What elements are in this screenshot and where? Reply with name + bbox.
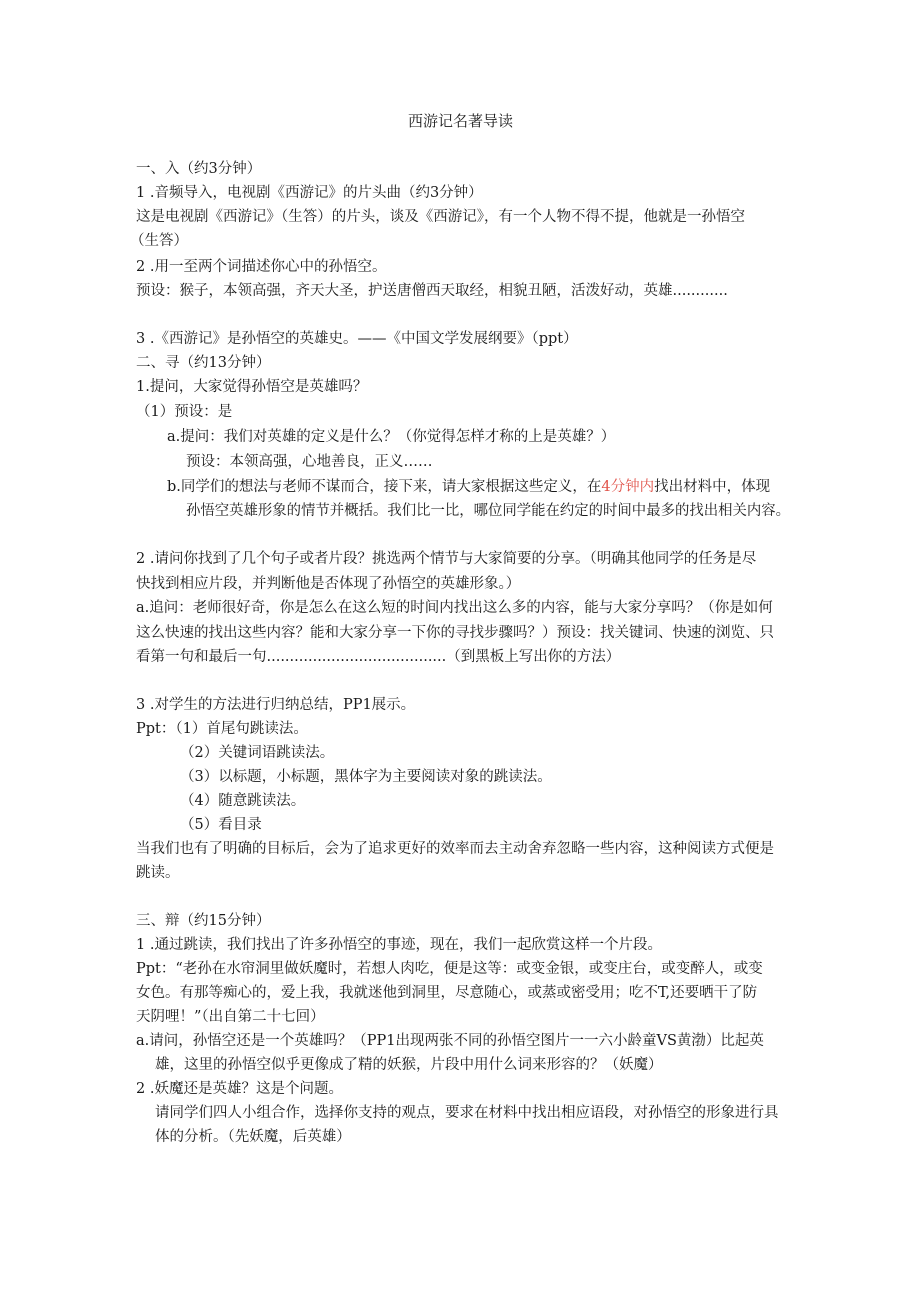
paragraph: 1.提问，大家觉得孙悟空是英雄吗？ [136,379,368,395]
text-run: b.同学们的想法与老师不谋而合，接下来，请大家根据这些定义，在 [167,479,602,495]
paragraph: 当我们也有了明确的目标后，会为了追求更好的效率而去主动舍弃忽略一些内容，这种阅读方式便是 [136,841,774,857]
paragraph: 女色。有那等痴心的，爱上我，我就迷他到洞里，尽意随心，或蒸或密受用；吃不T,还要晒干了防 [136,985,758,1001]
paragraph: 3 .对学生的方法进行归纳总结，PP1展示。 [136,697,416,713]
paragraph: 这么快速的找出这些内容？能和大家分享一下你的寻找步骤吗？）预设：找关键词、快速的浏览、只 [136,625,774,641]
paragraph: 看第一句和最后一句.......................................（到黑板上写出你的方法） [136,649,621,665]
paragraph: 预设：本领高强，心地善良，正义…… [186,454,433,470]
paragraph: 快找到相应片段，并判断他是否体现了孙悟空的英雄形象。） [136,576,521,592]
section-heading-3: 三、辩（约15分钟） [136,913,271,929]
paragraph: 跳读。 [136,865,180,881]
paragraph: 1 .通过跳读，我们找出了许多孙悟空的事迹，现在，我们一起欣赏这样一个片段。 [136,937,662,953]
paragraph: （5）看目录 [180,817,262,833]
paragraph: 2 .用一至两个词描述你心中的孙悟空。 [136,259,387,275]
paragraph: 2 .请问你找到了几个句子或者片段？挑选两个情节与大家简要的分享。（明确其他同学的任务是尽 [136,551,757,567]
paragraph: a.提问：我们对英雄的定义是什么？（你觉得怎样才称的上是英雄？） [167,429,616,445]
paragraph: 预设：猴子，本领高强，齐天大圣，护送唐僧西天取经，相貌丑陋，活泼好动，英雄............ [136,283,728,299]
paragraph: 体的分析。（先妖魔，后英雄） [155,1129,351,1145]
paragraph: （1）预设：是 [136,404,233,420]
paragraph: （生答） [130,233,188,249]
paragraph: Ppt：“老孙在水帘洞里做妖魔时，若想人肉吃，便是这等：或变金银，或变庄台，或变醉人，或变 [136,961,763,977]
paragraph [167,476,770,498]
paragraph: 2 .妖魔还是英雄？这是个问题。 [136,1081,343,1097]
paragraph: （2）关键词语跳读法。 [180,745,335,761]
paragraph: 雄，这里的孙悟空似乎更像成了精的妖猴，片段中用什么词来形容的？（妖魔） [155,1057,663,1073]
paragraph: 孙悟空英雄形象的情节并概括。我们比一比，哪位同学能在约定的时间中最多的找出相关内容。 [186,503,791,519]
paragraph: 这是电视剧《西游记》（生答）的片头，谈及《西游记》，有一个人物不得不提，他就是一孙悟空 [136,209,745,225]
paragraph: Ppt：（1）首尾句跳读法。 [136,721,308,737]
paragraph: a.请问，孙悟空还是一个英雄吗？（PP1出现两张不同的孙悟空图片一一六小龄童VS黄渤）比起英 [136,1033,764,1049]
paragraph: （4）随意跳读法。 [180,793,306,809]
paragraph: 1 .音频导入，电视剧《西游记》的片头曲（约3分钟） [136,185,483,201]
paragraph: a.追问：老师很好奇，你是怎么在这么短的时间内找出这么多的内容，能与大家分享吗？（你是如何 [136,600,773,616]
section-heading-2: 二、寻（约13分钟） [136,355,271,371]
paragraph: 天阴哩！”（出自第二十七回） [136,1009,325,1025]
paragraph: 3 .《西游记》是孙悟空的英雄史。——《中国文学发展纲要》（ppt） [136,331,578,347]
document-title: 西游记名著导读 [408,112,514,130]
highlighted-time: 4分钟内 [601,479,655,495]
paragraph: 请同学们四人小组合作，选择你支持的观点，要求在材料中找出相应语段，对孙悟空的形象进行具 [155,1105,779,1121]
section-heading-1: 一、入（约3分钟） [136,161,262,177]
text-run: 找出材料中，体现 [654,479,771,495]
paragraph: （3）以标题，小标题，黑体字为主要阅读对象的跳读法。 [180,769,552,785]
